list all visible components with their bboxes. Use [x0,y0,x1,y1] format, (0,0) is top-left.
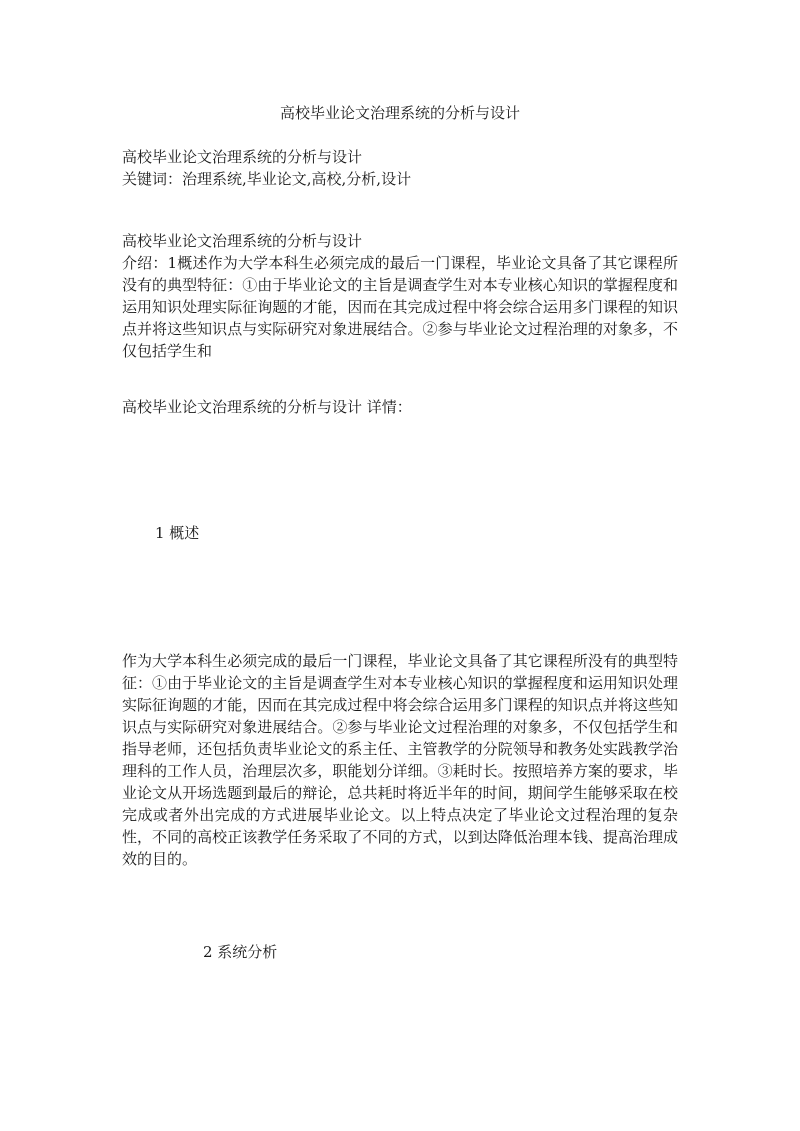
keywords-line: 关键词：治理系统,毕业论文,高校,分析,设计 [122,170,412,188]
details-label: 高校毕业论文治理系统的分析与设计 详情： [122,398,412,416]
summary-heading: 高校毕业论文治理系统的分析与设计 [122,232,363,250]
summary-intro: 介绍：1概述作为大学本科生必须完成的最后一门课程，毕业论文具备了其它课程所没有的典型特征：①由于毕业论文的主旨是调查学生对本专业核心知识的掌握程度和运用知识处理实际征询题的才能，因而在其完成过程中将会综合运用多门课程的知识点并将这些知识点与实际研究对象进展结合。②参与毕业论文过程治理的对象多，不仅包括学生和 [122,254,678,360]
header-block [122,146,678,190]
section-heading-overview: 1 概述 [155,524,200,542]
section-heading-system-analysis: 2 系统分析 [203,943,278,961]
header-title-line: 高校毕业论文治理系统的分析与设计 [122,148,363,166]
summary-block [122,230,678,362]
section-body-overview: 作为大学本科生必须完成的最后一门课程，毕业论文具备了其它课程所没有的典型特征：①由于毕业论文的主旨是调查学生对本专业核心知识的掌握程度和运用知识处理实际征询题的才能，因而在其完成过程中将会综合运用多门课程的知识点并将这些知识点与实际研究对象进展结合。②参与毕业论文过程治理的对象多，不仅包括学生和指导老师，还包括负责毕业论文的系主任、主管教学的分院领导和教务处实践教学治理科的工作人员，治理层次多，职能划分详细。③耗时长。按照培养方案的要求，毕业论文从开场选题到最后的辩论，总共耗时将近半年的时间，期间学生能够采取在校完成或者外出完成的方式进展毕业论文。以上特点决定了毕业论文过程治理的复杂性，不同的高校正该教学任务采取了不同的方式，以到达降低治理本钱、提高治理成效的目的。 [122,652,678,868]
document-title: 高校毕业论文治理系统的分析与设计 [279,104,520,122]
